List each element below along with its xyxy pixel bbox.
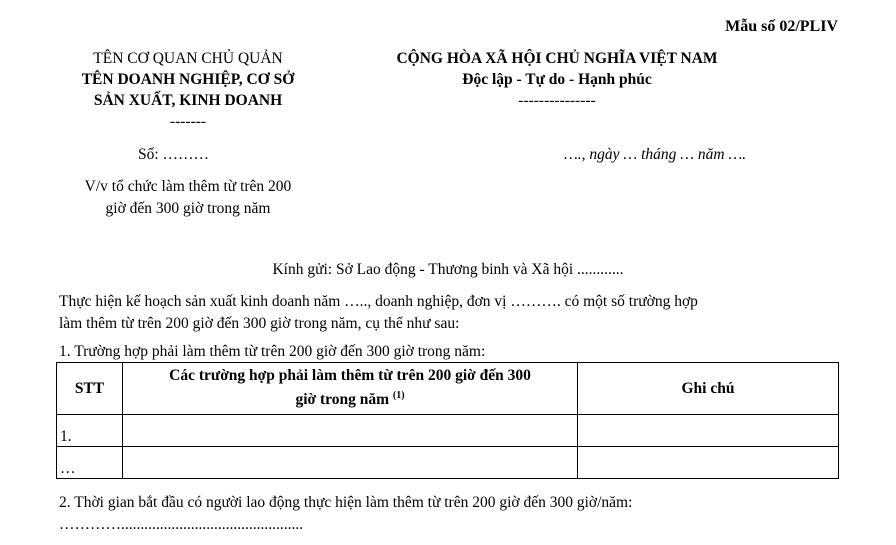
table-header-row bbox=[57, 363, 839, 415]
row-stt: 1. bbox=[57, 415, 123, 447]
enterprise-name-line2: SẢN XUẤT, KINH DOANH bbox=[93, 92, 283, 109]
item-2-fill-line: …………............................................... bbox=[59, 516, 304, 533]
col-header-cases-line1: Các trường hợp phải làm thêm từ trên 200 giờ đến 300 bbox=[169, 367, 531, 385]
nation-motto: Độc lập - Tự do - Hạnh phúc bbox=[462, 71, 652, 88]
nation-separator: --------------- bbox=[518, 92, 596, 109]
col-header-stt: STT bbox=[57, 363, 123, 415]
footnote-marker: (1) bbox=[392, 390, 405, 402]
intro-paragraph bbox=[59, 291, 839, 335]
organization-block bbox=[50, 48, 326, 132]
col-header-notes: Ghi chú bbox=[578, 363, 839, 415]
item-2-heading: 2. Thời gian bắt đầu có người lao động thực hiện làm thêm từ trên 200 giờ đến 300 giờ/năm: bbox=[59, 494, 633, 511]
row-case[interactable] bbox=[123, 447, 578, 479]
org-separator: ------- bbox=[169, 113, 207, 130]
col-header-cases-line2: giờ trong năm bbox=[295, 391, 389, 409]
nation-title: CỘNG HÒA XÃ HỘI CHỦ NGHĨA VIỆT NAM bbox=[396, 50, 718, 67]
item-1-heading: 1. Trường hợp phải làm thêm từ trên 200 giờ đến 300 giờ trong năm: bbox=[59, 343, 486, 360]
table-row bbox=[57, 447, 839, 479]
row-case[interactable] bbox=[123, 415, 578, 447]
col-header-cases bbox=[123, 363, 578, 415]
parent-agency: TÊN CƠ QUAN CHỦ QUẢN bbox=[93, 50, 283, 67]
place-date: …., ngày … tháng … năm …. bbox=[564, 146, 747, 163]
subject-line1: V/v tổ chức làm thêm từ trên 200 bbox=[84, 178, 292, 195]
form-code: Mẫu số 02/PLIV bbox=[725, 18, 838, 35]
row-note[interactable] bbox=[578, 447, 839, 479]
overtime-cases-table bbox=[56, 362, 839, 479]
enterprise-name-line1: TÊN DOANH NGHIỆP, CƠ SỞ bbox=[81, 71, 295, 88]
row-note[interactable] bbox=[578, 415, 839, 447]
intro-line2: làm thêm từ trên 200 giờ đến 300 giờ trong năm, cụ thể như sau: bbox=[59, 315, 460, 332]
national-heading bbox=[330, 48, 784, 111]
intro-line1: Thực hiện kế hoạch sản xuất kinh doanh năm ….., doanh nghiệp, đơn vị ………. có một số trường hợp bbox=[59, 293, 698, 310]
row-stt: … bbox=[57, 447, 123, 479]
subject-line bbox=[50, 176, 326, 220]
table-row bbox=[57, 415, 839, 447]
recipient-line: Kính gửi: Sở Lao động - Thương binh và Xã hội ............ bbox=[272, 261, 624, 278]
document-number: Số: ……… bbox=[138, 146, 210, 163]
subject-line2: giờ đến 300 giờ trong năm bbox=[105, 200, 271, 217]
